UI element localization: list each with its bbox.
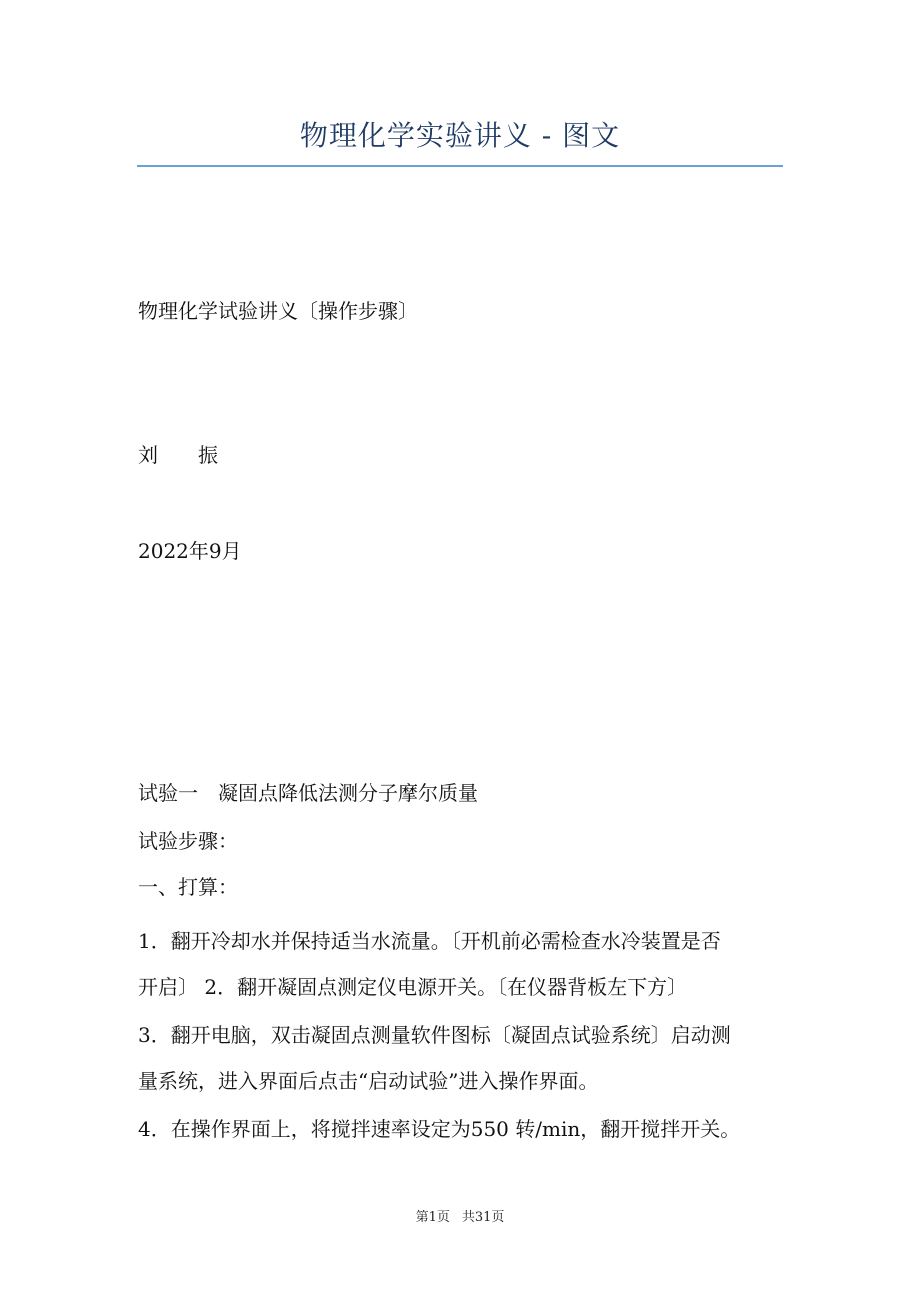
section-heading: 一、打算： <box>138 875 238 899</box>
paragraph-line: 1．翻开冷却水并保持适当水流量。〔开机前必需检查水冷装置是否 <box>138 929 721 953</box>
experiment-heading: 试验一 凝固点降低法测分子摩尔质量 <box>138 781 478 805</box>
paragraph-line: 3．翻开电脑，双击凝固点测量软件图标〔凝固点试验系统〕启动测 <box>138 1023 731 1047</box>
page-title: 物理化学实验讲义 - 图文 <box>299 119 621 152</box>
title-divider <box>137 165 783 167</box>
page-footer <box>0 1206 920 1225</box>
document-subtitle: 物理化学试验讲义〔操作步骤〕 <box>138 299 418 323</box>
paragraph-line: 开启〕 2．翻开凝固点测定仪电源开关。〔在仪器背板左下方〕 <box>138 975 688 999</box>
author: 刘 振 <box>138 443 218 467</box>
date: 2022年9月 <box>138 539 242 563</box>
page-number: 第1页 <box>415 1210 450 1225</box>
paragraph-line: 量系统，进入界面后点击“启动试验”进入操作界面。 <box>138 1069 599 1093</box>
paragraph-line: 4．在操作界面上，将搅拌速率设定为550 转/min，翻开搅拌开关。 <box>138 1117 741 1141</box>
steps-heading: 试验步骤： <box>138 829 238 853</box>
page-total: 共31页 <box>461 1210 505 1225</box>
